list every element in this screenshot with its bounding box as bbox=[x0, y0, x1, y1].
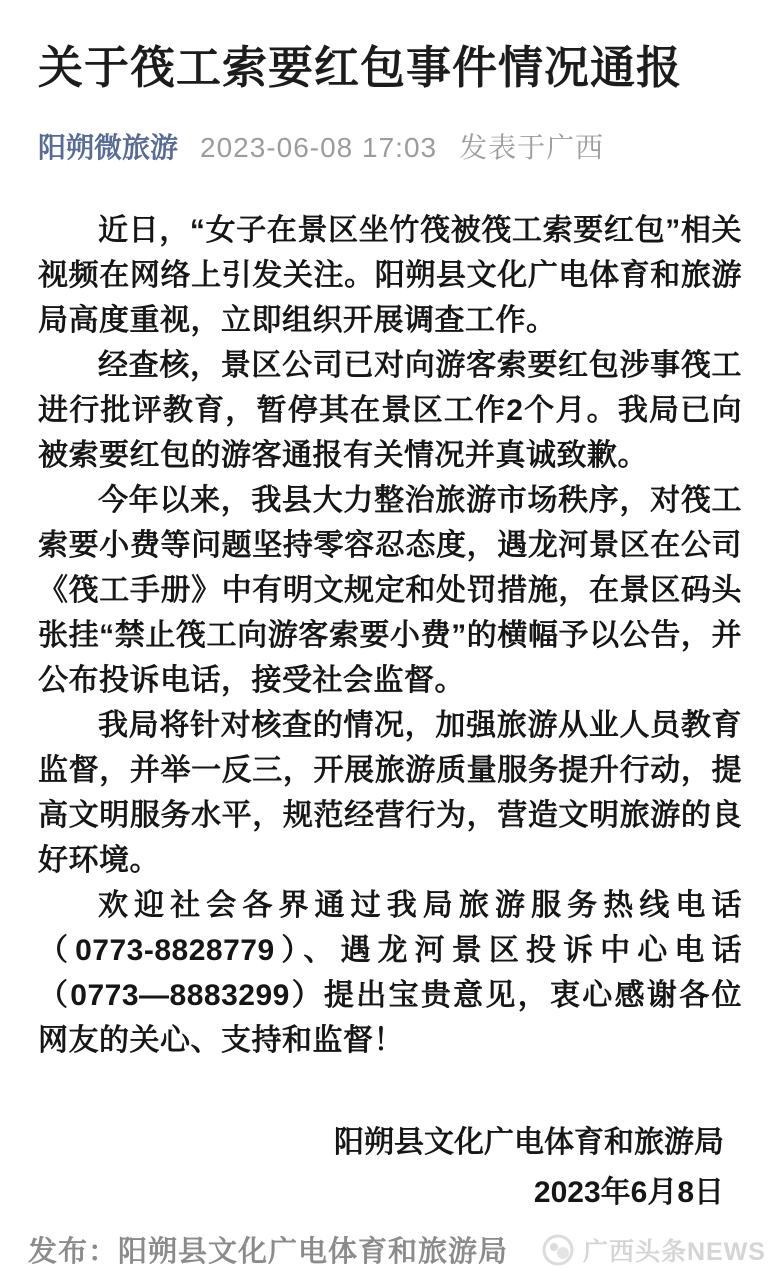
signoff-block bbox=[38, 1118, 742, 1218]
publish-datetime: 2023-06-08 17:03 bbox=[200, 132, 438, 164]
signoff-org: 阳朔县文化广电体育和旅游局 bbox=[334, 1126, 724, 1160]
guangxi-toutiao-logo-icon bbox=[541, 1233, 575, 1267]
body-paragraph: 我局将针对核查的情况，加强旅游从业人员教育监督，并举一反三，开展旅游质量服务提升行动，提高文明服务水平，规范经营行为，营造文明旅游的良好环境。 bbox=[38, 709, 742, 878]
body-paragraph: 今年以来，我县大力整治旅游市场秩序，对筏工索要小费等问题坚持零容忍态度，遇龙河景区在公司《筏工手册》中有明文规定和处罚措施，在景区码头张挂“禁止筏工向游客索要小费”的横幅予以公告，并公布投诉电话，接受社会监督。 bbox=[38, 484, 742, 698]
body-paragraph: 经查核，景区公司已对向游客索要红包涉事筏工进行批评教育，暂停其在景区工作2个月。我局已向被索要红包的游客通报有关情况并真诚致歉。 bbox=[38, 349, 742, 473]
article-meta bbox=[38, 126, 742, 166]
body-paragraph: 欢迎社会各界通过我局旅游服务热线电话（0773-8828779）、遇龙河景区投诉中心电话（0773—8883299）提出宝贵意见，衷心感谢各位网友的关心、支持和监督！ bbox=[38, 889, 742, 1058]
watermark bbox=[541, 1232, 766, 1268]
watermark-text: 广西头条NEWS bbox=[582, 1237, 766, 1266]
article-body bbox=[38, 208, 742, 1063]
body-paragraph: 近日，“女子在景区坐竹筏被筏工索要红包”相关视频在网络上引发关注。阳朔县文化广电体育和旅游局高度重视，立即组织开展调查工作。 bbox=[38, 214, 742, 338]
footer-publisher: 发布：阳朔县文化广电体育和旅游局 bbox=[28, 1236, 509, 1268]
article-title: 关于筏工索要红包事件情况通报 bbox=[38, 42, 683, 93]
signoff-date: 2023年6月8日 bbox=[533, 1176, 724, 1210]
footer-row bbox=[28, 1229, 766, 1270]
account-name-link[interactable]: 阳朔微旅游 bbox=[38, 132, 179, 164]
publish-location: 发表于广西 bbox=[459, 132, 605, 164]
